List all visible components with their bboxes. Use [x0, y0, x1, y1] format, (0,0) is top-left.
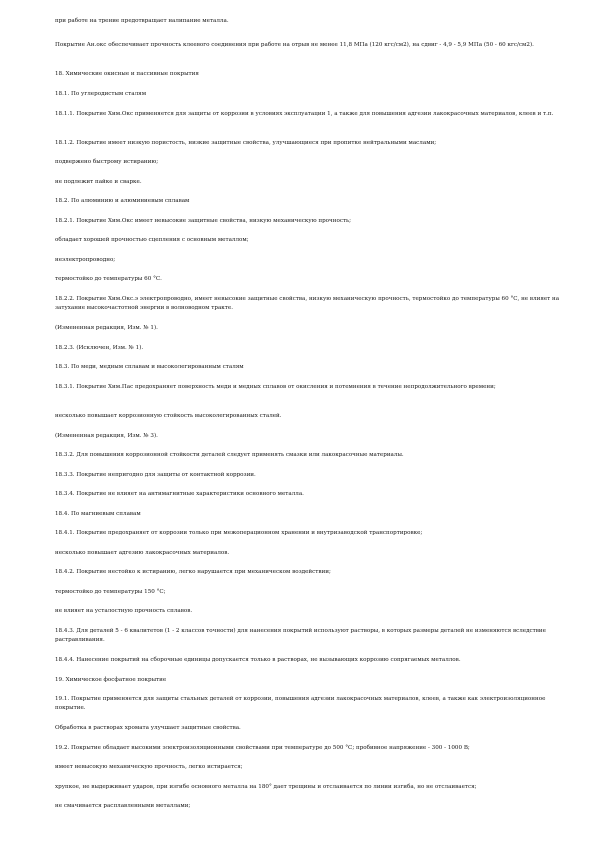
paragraph: не смачивается расплавленными металлами; [55, 803, 191, 809]
paragraph: хрупкое, не выдерживает ударов, при изгибе основного металла на 180° дает трещины и отслаивается по линии изгиба, но не отслаивается; [55, 784, 477, 790]
paragraph: не подлежит пайке и сварке. [55, 179, 142, 185]
paragraph: (Измененная редакция, Изм. № 1). [55, 325, 158, 331]
paragraph: 18.2.1. Покрытие Хим.Окс имеет невысокие защитные свойства, низкую механическую прочность; [55, 218, 351, 224]
paragraph: термостойко до температуры 60 °С. [55, 276, 162, 282]
paragraph: подвержено быстрому истиранию; [55, 159, 159, 165]
paragraph: 18.4.4. Нанесение покрытий на сборочные единицы допускается только в растворах, не вызывающих коррозию сопрягаемых металлов. [55, 657, 461, 663]
paragraph: несколько повышает коррозионную стойкость высоколегированных сталей. [55, 413, 282, 419]
paragraph: неэлектропроводно; [55, 257, 116, 263]
subsection-heading: 18.1. По углеродистым сталям [55, 91, 147, 97]
paragraph: 18.3.1. Покрытие Хим.Пас предохраняет поверхность меди и медных сплавов от окисления и потемнения в течение непродолжительного времени; [55, 384, 496, 390]
paragraph: 18.2.3. (Исключен, Изм. № 1). [55, 345, 144, 351]
paragraph: имеет невысокую механическую прочность, легко истирается; [55, 764, 243, 770]
paragraph: 19.1. Покрытие применяется для защиты стальных деталей от коррозии, повышения адгезии лакокрасочных материалов, клеев, а также как электроизоляционное покрытие. [55, 696, 546, 711]
paragraph: 18.4.3. Для деталей 5 - 6 квалитетов (1 - 2 классов точности) для нанесения покрытий используют растворы, в которых размеры деталей не изменяются вследствие растравливания. [55, 628, 546, 643]
paragraph: (Измененная редакция, Изм. № 3). [55, 433, 158, 439]
section-heading: 18. Химические окисные и пассивные покрытия [55, 71, 199, 77]
paragraph: при работе на трение предотвращает налипание металла. [55, 18, 229, 24]
subsection-heading: 18.2. По алюминию и алюминиевым сплавам [55, 198, 190, 204]
paragraph: Покрытие Ан.окс обеспечивает прочность клеевого соединения при работе на отрыв не менее 11,8 МПа (120 кгс/см2), на сдвиг - 4,9 - 5,9 МПа (50 - 60 кгс/см2). [55, 42, 534, 48]
paragraph: 19.2. Покрытие обладает высокими электроизоляционными свойствами при температуре до 500 °С; пробивное напряжение - 300 - 1000 В; [55, 745, 470, 751]
paragraph: несколько повышает адгезию лакокрасочных материалов. [55, 550, 230, 556]
section-heading: 19. Химическое фосфатное покрытие [55, 677, 167, 683]
paragraph: 18.3.4. Покрытие не влияет на антимагнитные характеристики основного металла. [55, 491, 304, 497]
paragraph: термостойко до температуры 150 °С; [55, 589, 166, 595]
paragraph: 18.3.2. Для повышения коррозионной стойкости деталей следует применять смазки или лакокрасочные материалы. [55, 452, 404, 458]
paragraph: 18.3.3. Покрытие непригодно для защиты от контактной коррозии. [55, 472, 256, 478]
paragraph: не влияет на усталостную прочность сплавов. [55, 608, 193, 614]
subsection-heading: 18.3. По меди, медным сплавам и высоколегированным сталям [55, 364, 244, 370]
paragraph: 18.1.1. Покрытие Хим.Окс применяется для защиты от коррозии в условиях эксплуатации 1, а также для повышения адгезии лакокрасочных материалов, клеев и т.п. [55, 111, 554, 117]
paragraph: 18.4.1. Покрытие предохраняет от коррозии только при межоперационном хранении и внутризаводской транспортировке; [55, 530, 423, 536]
paragraph: 18.1.2. Покрытие имеет низкую пористость, низкие защитные свойства, улучшающиеся при пропитке нейтральными маслами; [55, 140, 437, 146]
paragraph: 18.4.2. Покрытие нестойко к истиранию, легко нарушается при механическом воздействии; [55, 569, 331, 575]
paragraph: обладает хорошей прочностью сцепления с основным металлом; [55, 237, 249, 243]
paragraph: Обработка в растворах хромата улучшает защитные свойства. [55, 725, 241, 731]
paragraph: 18.2.2. Покрытие Хим.Окс.э электропроводно, имеет невысокие защитные свойства, низкую механическую прочность, термостойко до температуры 60 °С, не влияет на затухание высокочастотной энергии в волноводном тракте. [55, 296, 560, 311]
subsection-heading: 18.4. По магниевым сплавам [55, 511, 141, 517]
